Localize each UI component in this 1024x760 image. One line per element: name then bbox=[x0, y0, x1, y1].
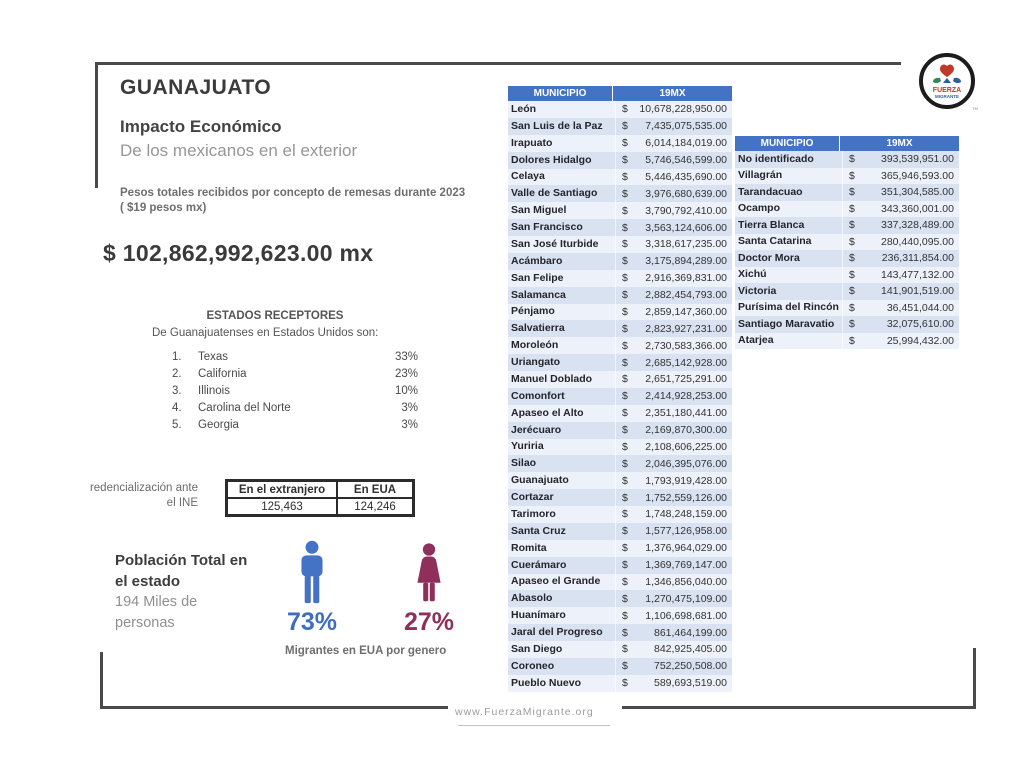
table-row: San José Iturbide $ 3,318,617,235.00 bbox=[508, 236, 732, 253]
section-title: Impacto Económico bbox=[120, 117, 282, 136]
table-row: Acámbaro $ 3,175,894,289.00 bbox=[508, 253, 732, 270]
table-row: Valle de Santiago $ 3,976,680,639.00 bbox=[508, 185, 732, 202]
table-row: Uriangato $ 2,685,142,928.00 bbox=[508, 354, 732, 371]
male-percentage: 73% bbox=[286, 608, 338, 636]
svg-text:FUERZA: FUERZA bbox=[932, 87, 962, 94]
table-body bbox=[508, 101, 732, 692]
table-row: No identificado $ 393,539,951.00 bbox=[735, 151, 959, 168]
frame-bottom-left-vertical bbox=[100, 652, 103, 709]
table-row: Pénjamo $ 2,859,147,360.00 bbox=[508, 304, 732, 321]
table-row: Ocampo $ 343,360,001.00 bbox=[735, 201, 959, 218]
ine-header-eua: En EUA bbox=[337, 481, 413, 498]
table-row: Salvatierra $ 2,823,927,231.00 bbox=[508, 320, 732, 337]
female-icon bbox=[412, 542, 446, 608]
table-row: Irapuato $ 6,014,184,019.00 bbox=[508, 135, 732, 152]
ine-table bbox=[225, 479, 415, 517]
table-row: Coroneo $ 752,250,508.00 bbox=[508, 658, 732, 675]
table-row: Tierra Blanca $ 337,328,489.00 bbox=[735, 217, 959, 234]
table-row: San Luis de la Paz $ 7,435,075,535.00 bbox=[508, 118, 732, 135]
svg-text:TM: TM bbox=[972, 106, 978, 111]
table-row: León $ 10,678,228,950.00 bbox=[508, 101, 732, 118]
list-item: 3. Illinois 10% bbox=[172, 384, 418, 397]
table-row: Moroleón $ 2,730,583,366.00 bbox=[508, 337, 732, 354]
list-item: 5. Georgia 3% bbox=[172, 418, 418, 431]
table-row: Abasolo $ 1,270,475,109.00 bbox=[508, 590, 732, 607]
table-body bbox=[735, 151, 959, 349]
remittance-note: Pesos totales recibidos por concepto de remesas durante 2023 ( $19 pesos mx) bbox=[120, 187, 466, 214]
table-row: San Felipe $ 2,916,369,831.00 bbox=[508, 270, 732, 287]
frame-top-line bbox=[95, 62, 901, 65]
table-row: Villagrán $ 365,946,593.00 bbox=[735, 168, 959, 185]
list-item: 1. Texas 33% bbox=[172, 350, 418, 363]
table-row: Celaya $ 5,446,435,690.00 bbox=[508, 169, 732, 186]
table-row: Atarjea $ 25,994,432.00 bbox=[735, 333, 959, 350]
table-row: Dolores Hidalgo $ 5,746,546,599.00 bbox=[508, 152, 732, 169]
frame-bottom-right-vertical bbox=[973, 648, 976, 709]
ine-value-extranjero: 125,463 bbox=[227, 498, 337, 515]
table-row: Santiago Maravatio $ 32,075,610.00 bbox=[735, 316, 959, 333]
ine-header-extranjero: En el extranjero bbox=[227, 481, 337, 498]
male-icon bbox=[294, 540, 330, 608]
page-title: GUANAJUATO bbox=[120, 76, 272, 99]
table-row: Victoria $ 141,901,519.00 bbox=[735, 283, 959, 300]
table-row: Apaseo el Alto $ 2,351,180,441.00 bbox=[508, 405, 732, 422]
table-row: Yuriria $ 2,108,606,225.00 bbox=[508, 439, 732, 456]
table-row: Jerécuaro $ 2,169,870,300.00 bbox=[508, 422, 732, 439]
table-row: Cortazar $ 1,752,559,126.00 bbox=[508, 489, 732, 506]
section-subtitle: De los mexicanos en el exterior bbox=[120, 141, 358, 160]
receptores-title: ESTADOS RECEPTORES bbox=[206, 310, 344, 322]
remittance-table-secondary bbox=[735, 136, 959, 349]
table-header bbox=[508, 86, 732, 101]
table-row: Xichú $ 143,477,132.00 bbox=[735, 267, 959, 284]
table-row: Apaseo el Grande $ 1,346,856,040.00 bbox=[508, 574, 732, 591]
list-item: 4. Carolina del Norte 3% bbox=[172, 401, 418, 414]
column-header-19mx: 19MX bbox=[659, 88, 686, 99]
gender-caption: Migrantes en EUA por genero bbox=[285, 645, 447, 657]
frame-bottom-right-line bbox=[622, 706, 976, 709]
ine-value-eua: 124,246 bbox=[337, 498, 413, 515]
list-item: 2. California 23% bbox=[172, 367, 418, 380]
footer-url: www.FuerzaMigrante.org bbox=[455, 706, 594, 718]
table-row: San Francisco $ 3,563,124,606.00 bbox=[508, 219, 732, 236]
frame-left-line bbox=[95, 62, 98, 188]
receptores-subtitle: De Guanajuatenses en Estados Unidos son: bbox=[152, 327, 379, 339]
column-header-19mx: 19MX bbox=[886, 138, 913, 149]
total-remittance-amount: $ 102,862,992,623.00 mx bbox=[103, 240, 374, 266]
svg-text:MIGRANTE: MIGRANTE bbox=[935, 94, 959, 99]
table-row: Tarimoro $ 1,748,248,159.00 bbox=[508, 506, 732, 523]
table-row: Comonfort $ 2,414,928,253.00 bbox=[508, 388, 732, 405]
table-row: Cuerámaro $ 1,369,769,147.00 bbox=[508, 557, 732, 574]
table-row: Santa Catarina $ 280,440,095.00 bbox=[735, 234, 959, 251]
column-header-municipio: MUNICIPIO bbox=[508, 86, 613, 101]
ine-label: redencialización ante el INE bbox=[89, 482, 198, 509]
table-row: Jaral del Progreso $ 861,464,199.00 bbox=[508, 624, 732, 641]
table-row: Huanímaro $ 1,106,698,681.00 bbox=[508, 607, 732, 624]
remittance-table-main bbox=[508, 86, 732, 692]
frame-bottom-left-line bbox=[100, 706, 448, 709]
table-row: San Diego $ 842,925,405.00 bbox=[508, 641, 732, 658]
footer-rule bbox=[458, 725, 610, 726]
table-row: Pueblo Nuevo $ 589,693,519.00 bbox=[508, 675, 732, 692]
table-row: Tarandacuao $ 351,304,585.00 bbox=[735, 184, 959, 201]
fuerza-migrante-logo bbox=[918, 52, 980, 114]
table-row: Romita $ 1,376,964,029.00 bbox=[508, 540, 732, 557]
table-row: Salamanca $ 2,882,454,793.00 bbox=[508, 287, 732, 304]
column-header-municipio: MUNICIPIO bbox=[735, 136, 840, 151]
table-header bbox=[735, 136, 959, 151]
table-row: Guanajuato $ 1,793,919,428.00 bbox=[508, 472, 732, 489]
table-row: Doctor Mora $ 236,311,854.00 bbox=[735, 250, 959, 267]
table-row: Santa Cruz $ 1,577,126,958.00 bbox=[508, 523, 732, 540]
table-row: Silao $ 2,046,395,076.00 bbox=[508, 455, 732, 472]
table-row: San Miguel $ 3,790,792,410.00 bbox=[508, 202, 732, 219]
table-row: Manuel Doblado $ 2,651,725,291.00 bbox=[508, 371, 732, 388]
receptores-list bbox=[172, 348, 418, 433]
population-block: Población Total en el estado 194 Miles de personas bbox=[115, 552, 248, 631]
table-row: Purísima del Rincón $ 36,451,044.00 bbox=[735, 300, 959, 317]
female-percentage: 27% bbox=[403, 608, 455, 636]
